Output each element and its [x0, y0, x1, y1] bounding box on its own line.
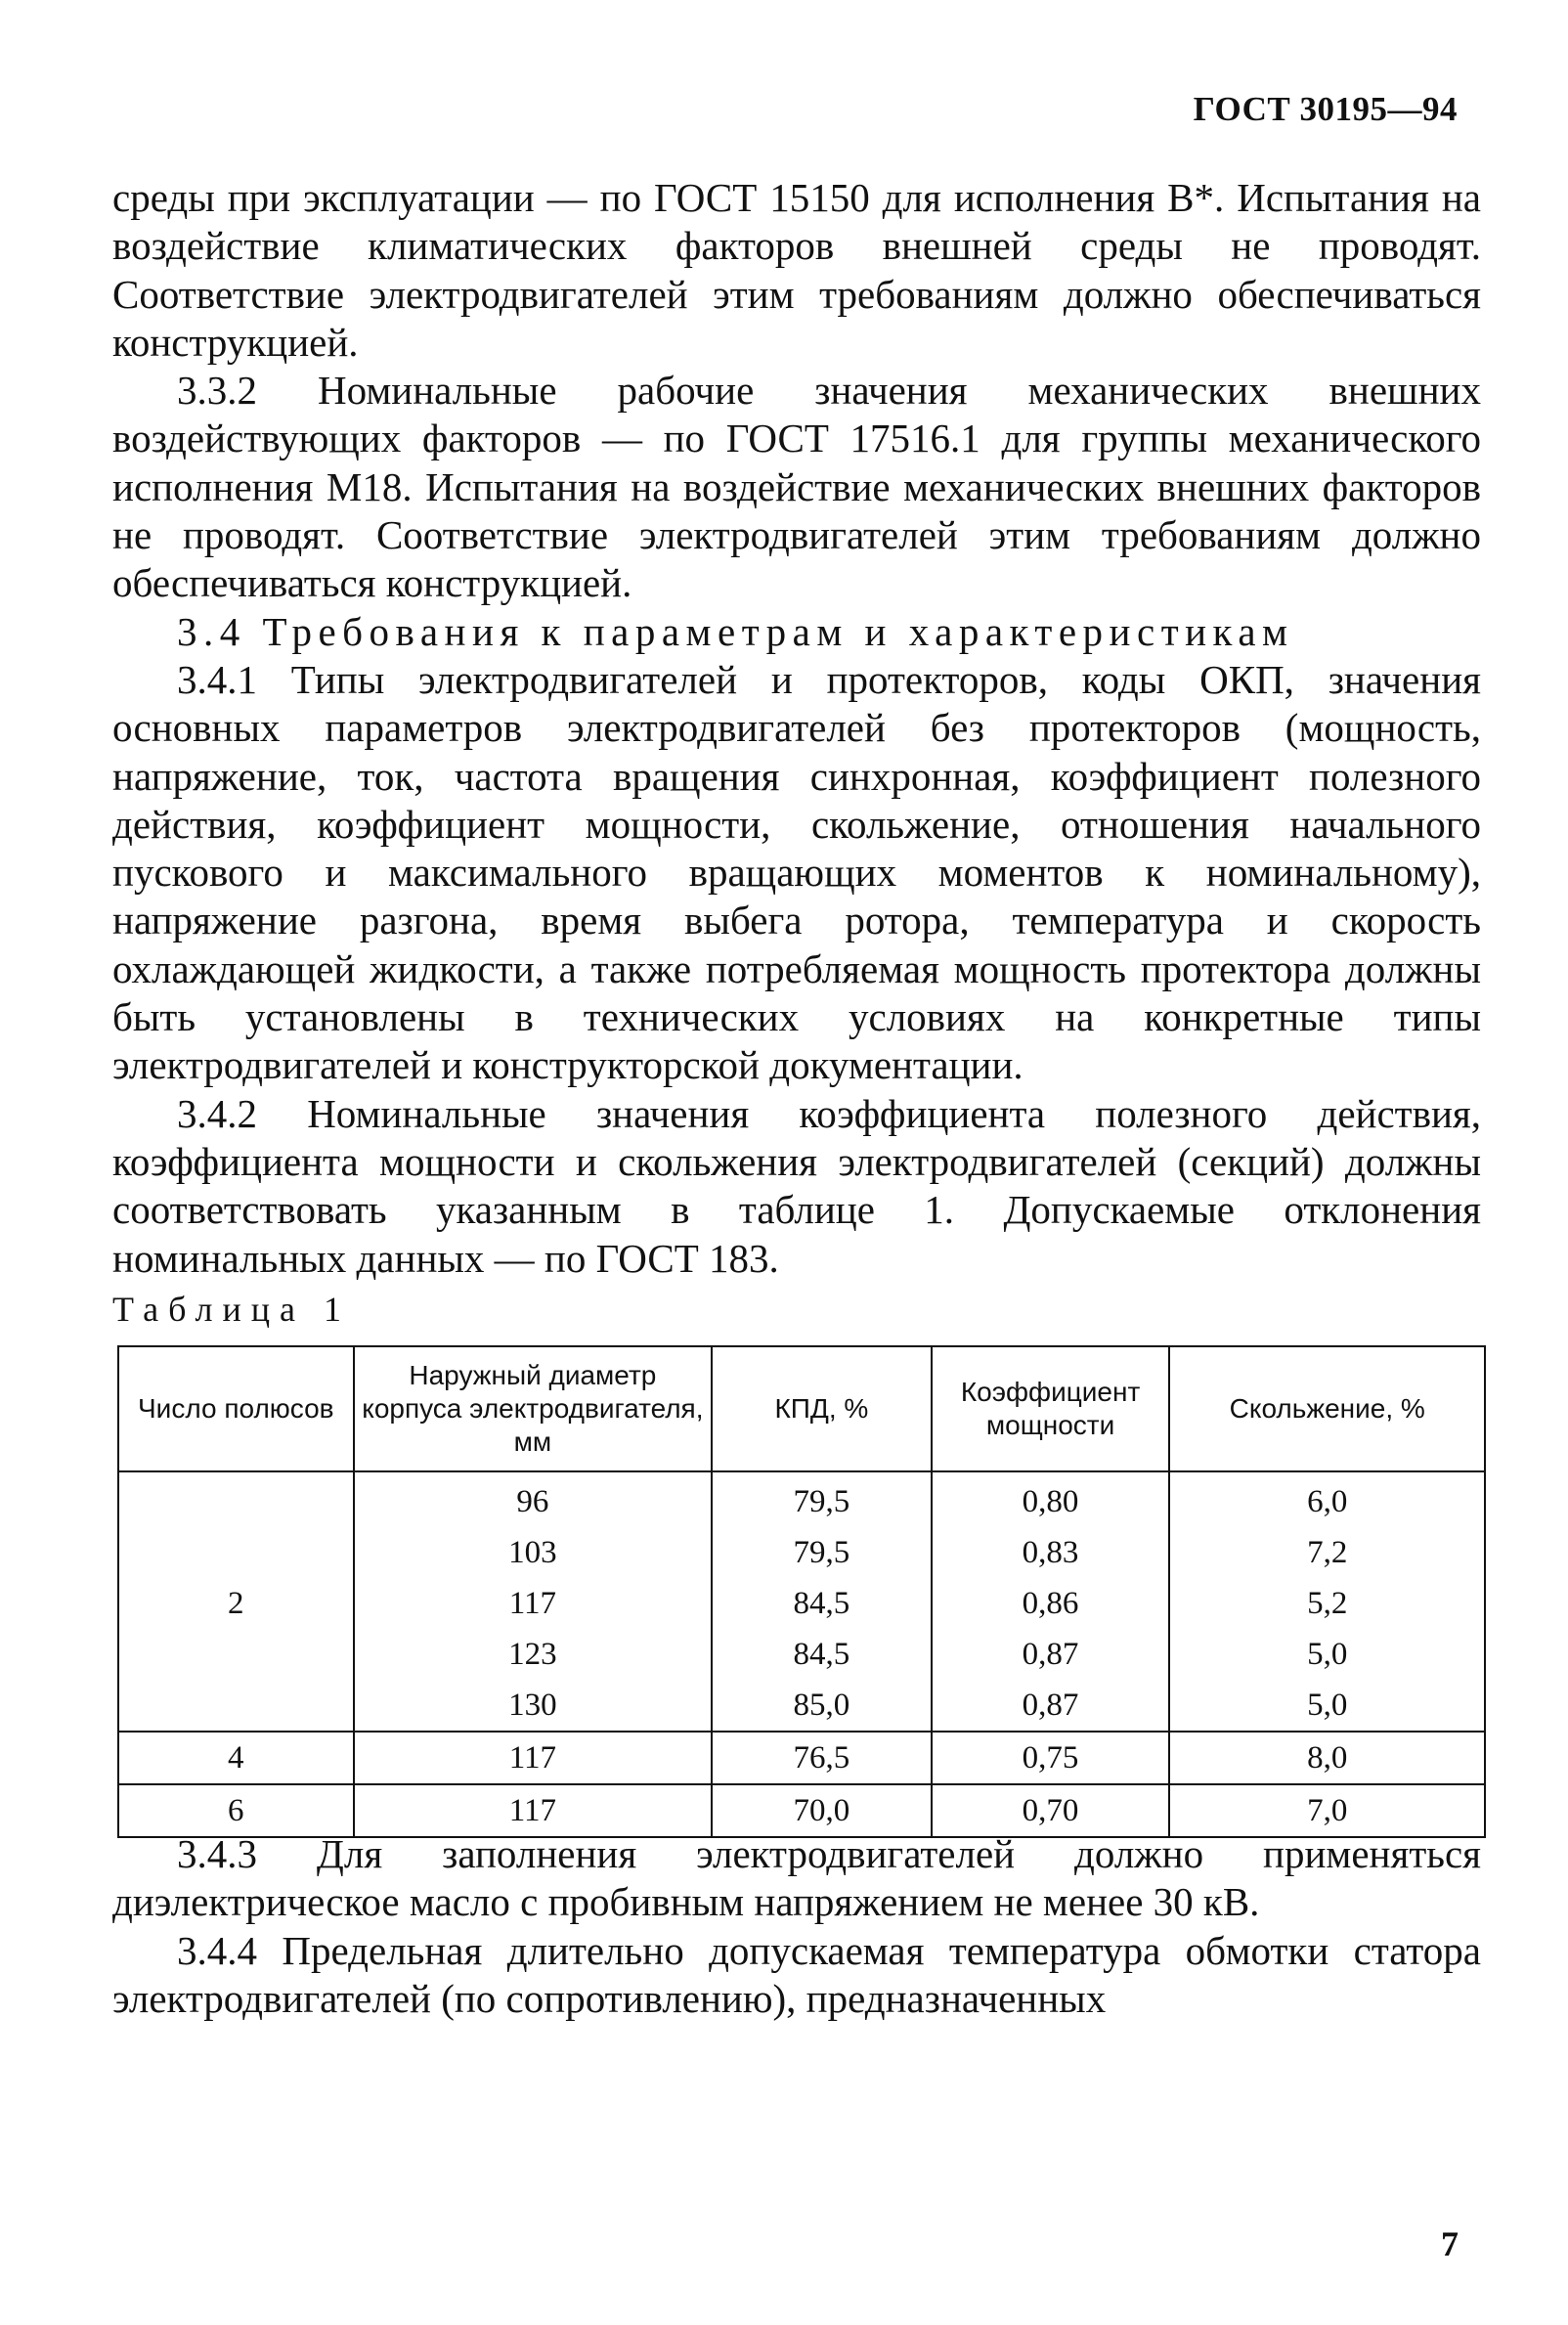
- diameter-cell: 123: [354, 1629, 713, 1680]
- power-factor-cell: 0,70: [932, 1784, 1170, 1837]
- diameter-cell: 130: [354, 1680, 713, 1732]
- document-code: ГОСТ 30195—94: [1193, 90, 1458, 128]
- table-row: [118, 1732, 1485, 1784]
- data-table: [117, 1345, 1486, 1838]
- paragraph-3-4-1: 3.4.1 Типы электродвигателей и протекторов, коды ОКП, значения основных параметров электродвигателей без протекторов (мощность, напряжение, ток, частота вращения синхронная, коэффициент полезного действия, коэффициент мощности, скольжение, отношения начального пускового и максимального вращающих моментов к номинальному), напряжение разгона, время выбега ротора, температура и скорость охлаждающей жидкости, а также потребляемая мощность протектора должны быть установлены в технических условиях на конкретные типы электродвигателей и конструкторской документации.: [112, 656, 1481, 1088]
- power-factor-cell: 0,75: [932, 1732, 1170, 1784]
- slip-cell: 5,2: [1169, 1578, 1485, 1629]
- header-power-factor: Коэффициент мощности: [932, 1346, 1170, 1471]
- slip-cell: 6,0: [1169, 1471, 1485, 1527]
- poles-cell: 4: [118, 1732, 354, 1784]
- page-number: 7: [1441, 2224, 1459, 2263]
- diameter-cell: 103: [354, 1527, 713, 1578]
- efficiency-cell: 85,0: [712, 1680, 931, 1732]
- header-diameter: Наружный диаметр корпуса электродвигателя, мм: [354, 1346, 713, 1471]
- efficiency-cell: 79,5: [712, 1471, 931, 1527]
- power-factor-cell: 0,83: [932, 1527, 1170, 1578]
- poles-cell: 6: [118, 1784, 354, 1837]
- body-text-top: [112, 174, 1481, 1283]
- paragraph-3-4-4: 3.4.4 Предельная длительно допускаемая температура обмотки статора электродвигателей (по сопротивлению), предназначенных: [112, 1927, 1481, 2021]
- diameter-cell: 117: [354, 1732, 713, 1784]
- power-factor-cell: 0,80: [932, 1471, 1170, 1527]
- paragraph-3-4-3: 3.4.3 Для заполнения электродвигателей должно применяться диэлектрическое масло с пробивным напряжением не менее 30 кВ.: [112, 1831, 1481, 1925]
- header-efficiency: КПД, %: [712, 1346, 931, 1471]
- diameter-cell: 117: [354, 1784, 713, 1837]
- header-poles: Число полюсов: [118, 1346, 354, 1471]
- table-caption: Таблица 1: [112, 1290, 351, 1329]
- efficiency-cell: 79,5: [712, 1527, 931, 1578]
- table-row: [118, 1471, 1485, 1527]
- power-factor-cell: 0,87: [932, 1680, 1170, 1732]
- paragraph-3-3-2: 3.3.2 Номинальные рабочие значения механических внешних воздействующих факторов — по ГОСТ 17516.1 для группы механического исполнения М18. Испытания на воздействие механических внешних факторов не проводят. Соответствие электродвигателей этим требованиям должно обеспечиваться конструкцией.: [112, 368, 1481, 606]
- power-factor-cell: 0,87: [932, 1629, 1170, 1680]
- efficiency-cell: 70,0: [712, 1784, 931, 1837]
- diameter-cell: 117: [354, 1578, 713, 1629]
- slip-cell: 5,0: [1169, 1629, 1485, 1680]
- poles-cell: 2: [118, 1471, 354, 1732]
- slip-cell: 8,0: [1169, 1732, 1485, 1784]
- section-heading-3-4: 3.4 Требования к параметрам и характеристикам: [177, 608, 1294, 654]
- efficiency-cell: 84,5: [712, 1629, 931, 1680]
- paragraph-continuation: среды при эксплуатации — по ГОСТ 15150 для исполнения В*. Испытания на воздействие климатических факторов внешней среды не проводят. Соответствие электродвигателей этим требованиям должно обеспечиваться конструкцией.: [112, 175, 1481, 365]
- slip-cell: 7,0: [1169, 1784, 1485, 1837]
- efficiency-cell: 76,5: [712, 1732, 931, 1784]
- header-slip: Скольжение, %: [1169, 1346, 1485, 1471]
- efficiency-cell: 84,5: [712, 1578, 931, 1629]
- slip-cell: 7,2: [1169, 1527, 1485, 1578]
- power-factor-cell: 0,86: [932, 1578, 1170, 1629]
- table-row: [118, 1784, 1485, 1837]
- slip-cell: 5,0: [1169, 1680, 1485, 1732]
- table-header-row: [118, 1346, 1485, 1471]
- body-text-bottom: [112, 1830, 1481, 2023]
- diameter-cell: 96: [354, 1471, 713, 1527]
- paragraph-3-4-2: 3.4.2 Номинальные значения коэффициента полезного действия, коэффициента мощности и скольжения электродвигателей (секций) должны соответствовать указанным в таблице 1. Допускаемые отклонения номинальных данных — по ГОСТ 183.: [112, 1090, 1481, 1281]
